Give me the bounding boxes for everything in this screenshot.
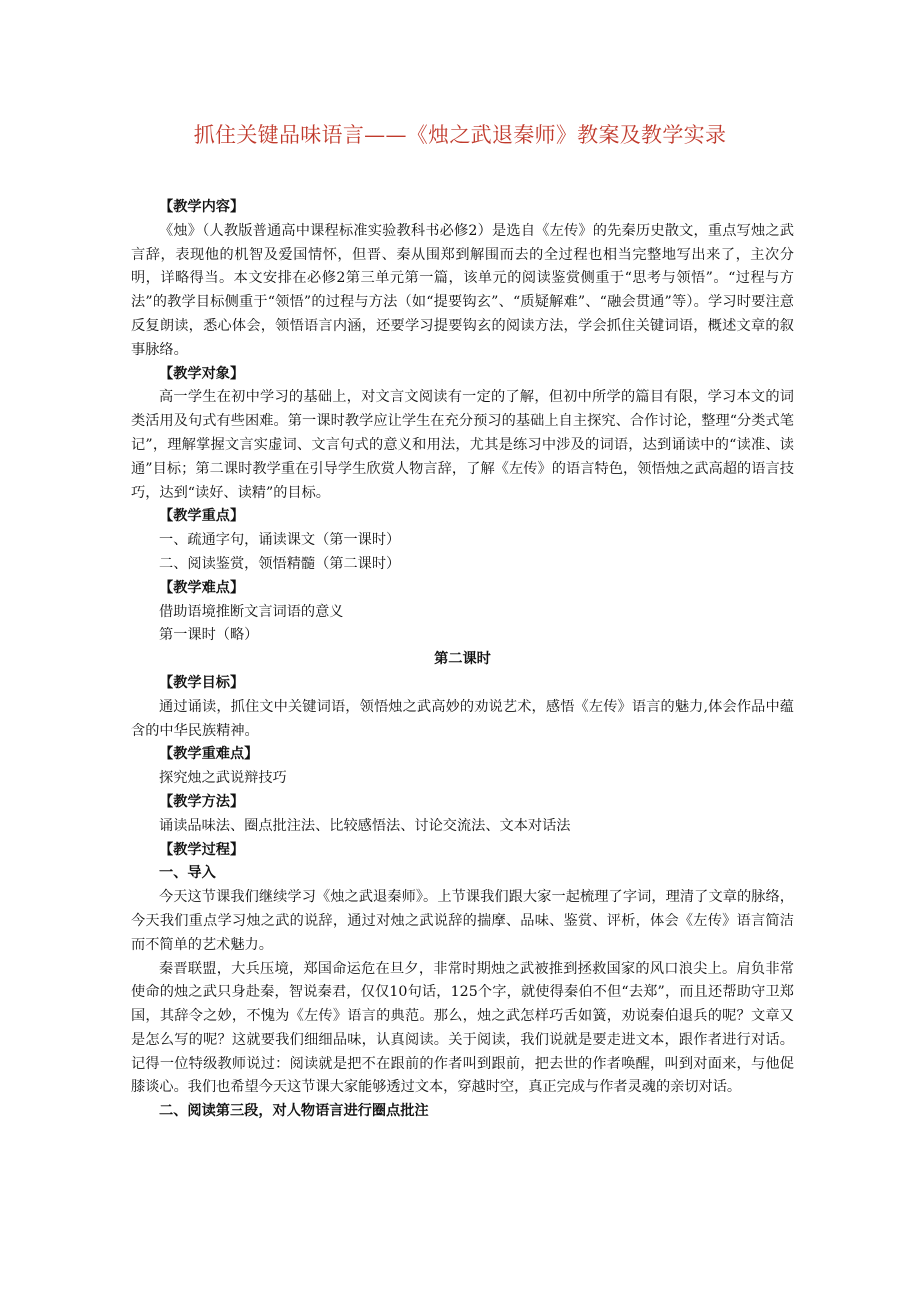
object-paragraph: 高一学生在初中学习的基础上，对文言文阅读有一定的了解，但初中所学的篇目有限，学习本文的词类活用及句式有些困难。第一课时教学应让学生在充分预习的基础上自主探究、合作讨论，整理“分类式笔记”，理解掌握文言实虚词、文言句式的意义和用法，尤其是练习中涉及的词语，达到诵读中的“读准、读通”目标；第二课时教学重在引导学生欣赏人物言辞，了解《左传》的语言特色，领悟烛之武高超的语言技巧，达到“读好、读精”的目标。	[131, 389, 794, 501]
method-text: 诵读品味法、圈点批注法、比较感悟法、讨论交流法、文本对话法	[159, 817, 571, 834]
section-heading-method: 【教学方法】	[159, 793, 245, 810]
content-paragraph: 《烛》（人教版普通高中课程标准实验教科书必修2）是选自《左传》的先秦历史散文，重点写烛之武言辞，表现他的机智及爱国情怀，但晋、秦从围郑到解围而去的全过程也相当完整地写出来了，主次分明，详略得当。本文安排在必修2第三单元第一篇，该单元的阅读鉴赏侧重于“思考与领悟”。“过程与方法”的教学目标侧重于“领悟”的过程与方法（如“提要钩玄”、“质疑解难”、“融会贯通”等）。学习时要注意反复朗读，悉心体会，领悟语言内涵，还要学习提要钩玄的阅读方法，学会抓住关键词语，概述文章的叙事脉络。	[131, 222, 794, 358]
step-one-heading: 一、导入	[159, 865, 216, 882]
difficulty-text: 借助语境推断文言词语的意义	[159, 603, 344, 620]
section-heading-content: 【教学内容】	[159, 199, 245, 215]
lesson-two-title: 第二课时	[434, 651, 491, 668]
section-heading-key-difficulty: 【教学重难点】	[159, 746, 259, 763]
section-heading-goal: 【教学目标】	[159, 674, 245, 691]
section-heading-process: 【教学过程】	[159, 841, 245, 858]
lesson-one-note: 第一课时（略）	[159, 627, 259, 644]
document-title: 抓住关键品味语言——《烛之武退秦师》教案及教学实录	[193, 123, 727, 147]
key-difficulty-text: 探究烛之武说辩技巧	[159, 770, 287, 787]
step-one-paragraph-2: 秦晋联盟，大兵压境，郑国命运危在旦夕，非常时期烛之武被推到拯救国家的风口浪尖上。肩负非常使命的烛之武只身赴秦，智说秦君，仅仅10句话，125个字，就使得秦伯不但“去郑”，而且还帮助守卫郑国，其辞令之妙，不愧为《左传》语言的典范。那么，烛之武怎样巧舌如簧，劝说秦伯退兵的呢？文章又是怎么写的呢？这就要我们细细品味，认真阅读。关于阅读，我们说就是要走进文本，跟作者进行对话。记得一位特级教师说过：阅读就是把不在跟前的作者叫到跟前，把去世的作者唤醒，叫到对面来，与他促膝谈心。我们也希望今天这节课大家能够透过文本，穿越时空，真正完成与作者灵魂的亲切对话。	[131, 960, 794, 1096]
step-one-paragraph-1: 今天这节课我们继续学习《烛之武退秦师》。上节课我们跟大家一起梳理了字词，理清了文章的脉络，今天我们重点学习烛之武的说辞，通过对烛之武说辞的揣摩、品味、鉴赏、评析，体会《左传》语言简洁而不简单的艺术魅力。	[131, 889, 794, 953]
goal-paragraph: 通过诵读，抓住文中关键词语，领悟烛之武高妙的劝说艺术，感悟《左传》语言的魅力,体会作品中蕴含的中华民族精神。	[131, 698, 794, 739]
key-point-2: 二、阅读鉴赏，领悟精髓（第二课时）	[159, 555, 401, 572]
step-two-heading: 二、阅读第三段，对人物语言进行圈点批注	[159, 1103, 429, 1120]
section-heading-key-points: 【教学重点】	[159, 508, 245, 525]
section-heading-object: 【教学对象】	[159, 365, 245, 382]
section-heading-difficulty: 【教学难点】	[159, 579, 245, 596]
document-body	[131, 196, 794, 1124]
key-point-1: 一、疏通字句，诵读课文（第一课时）	[159, 532, 401, 549]
